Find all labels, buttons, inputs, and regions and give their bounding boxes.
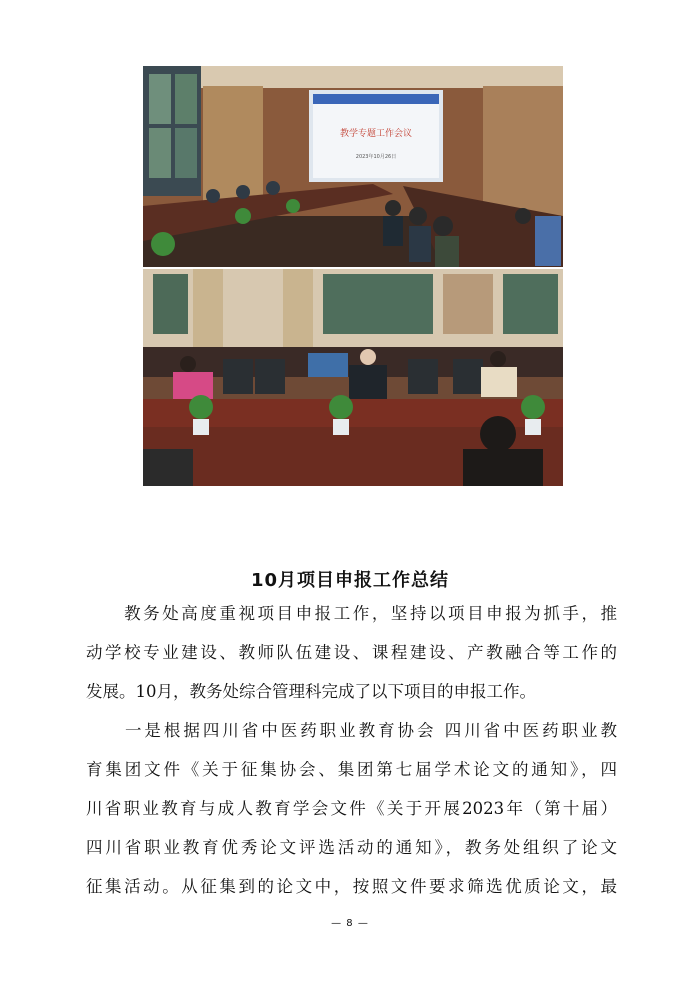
paragraph-line: 动学校专业建设、教师队伍建设、课程建设、产教融合等工作的 <box>86 643 617 662</box>
paragraph-line: 育集团文件《关于征集协会、集团第七届学术论文的通知》，四 <box>86 760 617 779</box>
paragraph-line: 教务处高度重视项目申报工作，坚持以项目申报为抓手，推 <box>86 604 617 623</box>
paragraph-line: 一是根据四川省中医药职业教育协会 四川省中医药职业教 <box>86 721 617 740</box>
page-number: — 8 — <box>331 918 369 929</box>
paragraph-line: 四川省职业教育优秀论文评选活动的通知》，教务处组织了论文 <box>86 838 617 857</box>
projector-screen-title: 教学专题工作会议 <box>339 129 413 139</box>
paragraph-line: 发展。10月，教务处综合管理科完成了以下项目的申报工作。 <box>86 682 536 701</box>
meeting-photo-top <box>143 66 563 267</box>
projector-screen-date: 2023年10月26日 <box>355 154 397 160</box>
meeting-photo-bottom <box>143 269 563 486</box>
paragraph-line: 川省职业教育与成人教育学会文件《关于开展2023年（第十届） <box>86 799 617 818</box>
section-title: 10月项目申报工作总结 <box>250 570 450 591</box>
paragraph-line: 征集活动。从征集到的论文中，按照文件要求筛选优质论文，最 <box>86 877 617 896</box>
